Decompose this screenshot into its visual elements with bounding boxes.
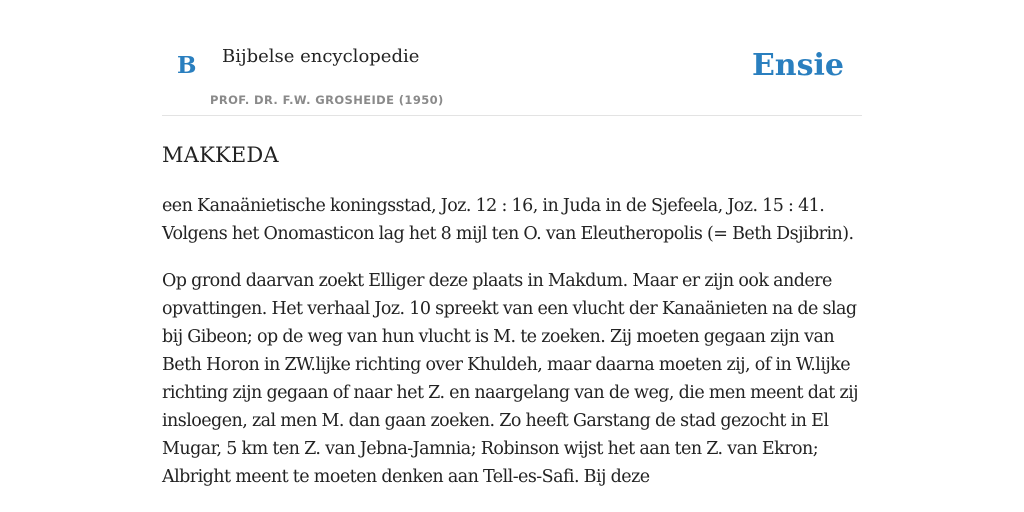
article-paragraph: een Kanaänietische koningsstad, Joz. 12 : 16, in Juda in de Sjefeela, Joz. 15 : 41. Volgens het Onomasticon lag het 8 mijl ten O. van Eleutheropolis (= Beth Dsjibrin). [162,196,854,244]
work-title[interactable]: Bijbelse encyclopedie [222,46,420,67]
article [162,116,862,491]
entry-title: MAKKEDA [162,143,279,167]
encyclopedia-logo[interactable]: B [177,52,197,79]
article-paragraph: Op grond daarvan zoekt Elliger deze plaats in Makdum. Maar er zijn ook andere opvattingen. Het verhaal Joz. 10 spreekt van een vlucht der Kanaänieten na de slag bij Gibeon; op de weg van hun vlucht is M. te zoeken. Zij moeten gegaan zijn van Beth Horon in ZW.lijke richting over Khuldeh, maar daarna moeten zij, of in W.lijke richting zijn gegaan of naar het Z. en naargelang van de weg, die men meent dat zij insloegen, zal men M. dan gaan zoeken. Zo heeft Garstang de stad gezocht in El Mugar, 5 km ten Z. van Jebna-Jamnia; Robinson wijst het aan ten Z. van Ekron; Albright meent te moeten denken aan Tell-es-Safi. Bij deze [162,271,859,487]
brand-logo[interactable]: Ensie [751,48,844,83]
page-header [162,0,862,116]
work-author: PROF. DR. F.W. GROSHEIDE (1950) [210,93,444,107]
